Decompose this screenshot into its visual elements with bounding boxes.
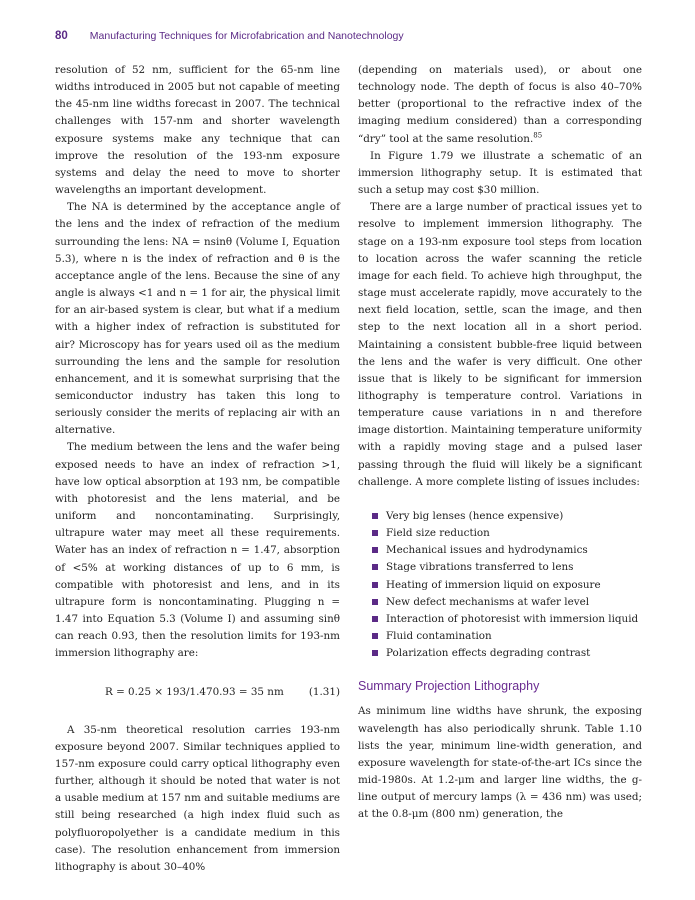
list-item: New defect mechanisms at wafer level xyxy=(372,594,642,611)
list-item: Fluid contamination xyxy=(372,628,642,645)
square-bullet-icon xyxy=(372,633,378,639)
issues-list xyxy=(358,508,642,662)
right-paragraph-1 xyxy=(358,62,642,148)
page-number: 80 xyxy=(55,30,68,42)
square-bullet-icon xyxy=(372,582,378,588)
right-paragraph-2: In Figure 1.79 we illustrate a schematic of an immersion lithography setup. It is estimated that such a setup may cost $30 million. xyxy=(358,149,642,197)
reference-superscript: 85 xyxy=(533,131,543,140)
right-paragraph-3: There are a large number of practical issues yet to resolve to implement immersion lithography. The stage on a 193-nm exposure tool steps from location to location across the wafer scanning the reticle image for each field. To achieve high throughput, the stage must accelerate rapidly, move accurately to the next field location, settle, scan the image, and then step to the next location all in a short period. Maintaining a consistent bubble-free liquid between the lens and the wafer is very difficult. One other issue that is likely to be significant for immersion lithography is temperature control. Variations in temperature cause variations in n and therefore image distortion. Maintaining temperature uniformity with a rapidly moving stage and a pulsed laser passing through the fluid will likely be a significant challenge. A more complete listing of issues includes: xyxy=(358,201,642,488)
square-bullet-icon xyxy=(372,564,378,570)
equation-1-31 xyxy=(55,684,340,701)
list-item: Heating of immersion liquid on exposure xyxy=(372,577,642,594)
square-bullet-icon xyxy=(372,650,378,656)
equation-number: (1.31) xyxy=(308,686,340,699)
right-column xyxy=(358,62,642,824)
running-header xyxy=(55,30,655,48)
list-item: Polarization effects degrading contrast xyxy=(372,645,642,662)
right-paragraph-1-text: (depending on materials used), or about one technology node. The depth of focus is also 40–70% better (proportional to the refractive index of the imaging medium considered) than a corresponding “dry” tool at the same resolution. xyxy=(358,64,642,145)
equation-text: R = 0.25 × 193/1.470.93 = 35 nm xyxy=(105,686,284,699)
section-heading: Summary Projection Lithography xyxy=(358,679,540,694)
right-paragraph-4: As minimum line widths have shrunk, the exposing wavelength has also periodically shrunk. Table 1.10 lists the year, minimum line-width generation, and exposure wavelength for state-of-the-art ICs since the mid-1980s. At 1.2-μm and larger line widths, the g-line output of mercury lamps (λ = 436 nm) was used; at the 0.8-μm (800 nm) generation, the xyxy=(358,705,642,821)
left-paragraph-2: The NA is determined by the acceptance angle of the lens and the index of refraction of the medium surrounding the lens: NA = nsinθ (Volume I, Equation 5.3), where n is the index of refraction and θ is the acceptance angle of the lens. Because the sine of any angle is always <1 and n = 1 for air, the physical limit for an air-based system is clear, but what if a medium with a higher index of refraction is substituted for air? Microscopy has for years used oil as the medium surrounding the lens and the sample for resolution enhancement, and it is somewhat surprising that the semiconductor industry has taken this long to seriously consider the merits of replacing air with an alternative. xyxy=(55,201,340,437)
running-title: Manufacturing Techniques for Microfabrication and Nanotechnology xyxy=(89,30,404,42)
left-paragraph-4: A 35-nm theoretical resolution carries 193-nm exposure beyond 2007. Similar techniques applied to 157-nm exposure could carry optical lithography even further, although it should be noted that water is not a usable medium at 157 nm and suitable mediums are still being researched (a high index fluid such as polyfluoropolyether is a candidate medium in this case). The resolution enhancement from immersion lithography is about 30–40% xyxy=(55,723,340,873)
list-item: Very big lenses (hence expensive) xyxy=(372,508,642,525)
left-paragraph-1: resolution of 52 nm, sufficient for the 65-nm line widths introduced in 2005 but not capable of meeting the 45-nm line widths forecast in 2007. The technical challenges with 157-nm and shorter wavelength exposure systems make any technique that can improve the resolution of the 193-nm exposure systems and delay the need to move to shorter wavelengths an important development. xyxy=(55,64,340,197)
left-column xyxy=(55,62,340,876)
list-item: Field size reduction xyxy=(372,525,642,542)
list-item: Interaction of photoresist with immersion liquid xyxy=(372,611,642,628)
list-item: Stage vibrations transferred to lens xyxy=(372,559,642,576)
square-bullet-icon xyxy=(372,616,378,622)
list-item: Mechanical issues and hydrodynamics xyxy=(372,542,642,559)
square-bullet-icon xyxy=(372,513,378,519)
left-paragraph-3: The medium between the lens and the wafer being exposed needs to have an index of refraction >1, have low optical absorption at 193 nm, be compatible with photoresist and the lens material, and be uniform and noncontaminating. Surprisingly, ultrapure water may meet all these requirements. Water has an index of refraction n = 1.47, absorption of <5% at working distances of up to 6 mm, is compatible with photoresist and lens, and in its ultrapure form is noncontaminating. Plugging n = 1.47 into Equation 5.3 (Volume I) and assuming sinθ can reach 0.93, then the resolution limits for 193-nm immersion lithography are: xyxy=(55,441,340,660)
square-bullet-icon xyxy=(372,547,378,553)
square-bullet-icon xyxy=(372,599,378,605)
square-bullet-icon xyxy=(372,530,378,536)
